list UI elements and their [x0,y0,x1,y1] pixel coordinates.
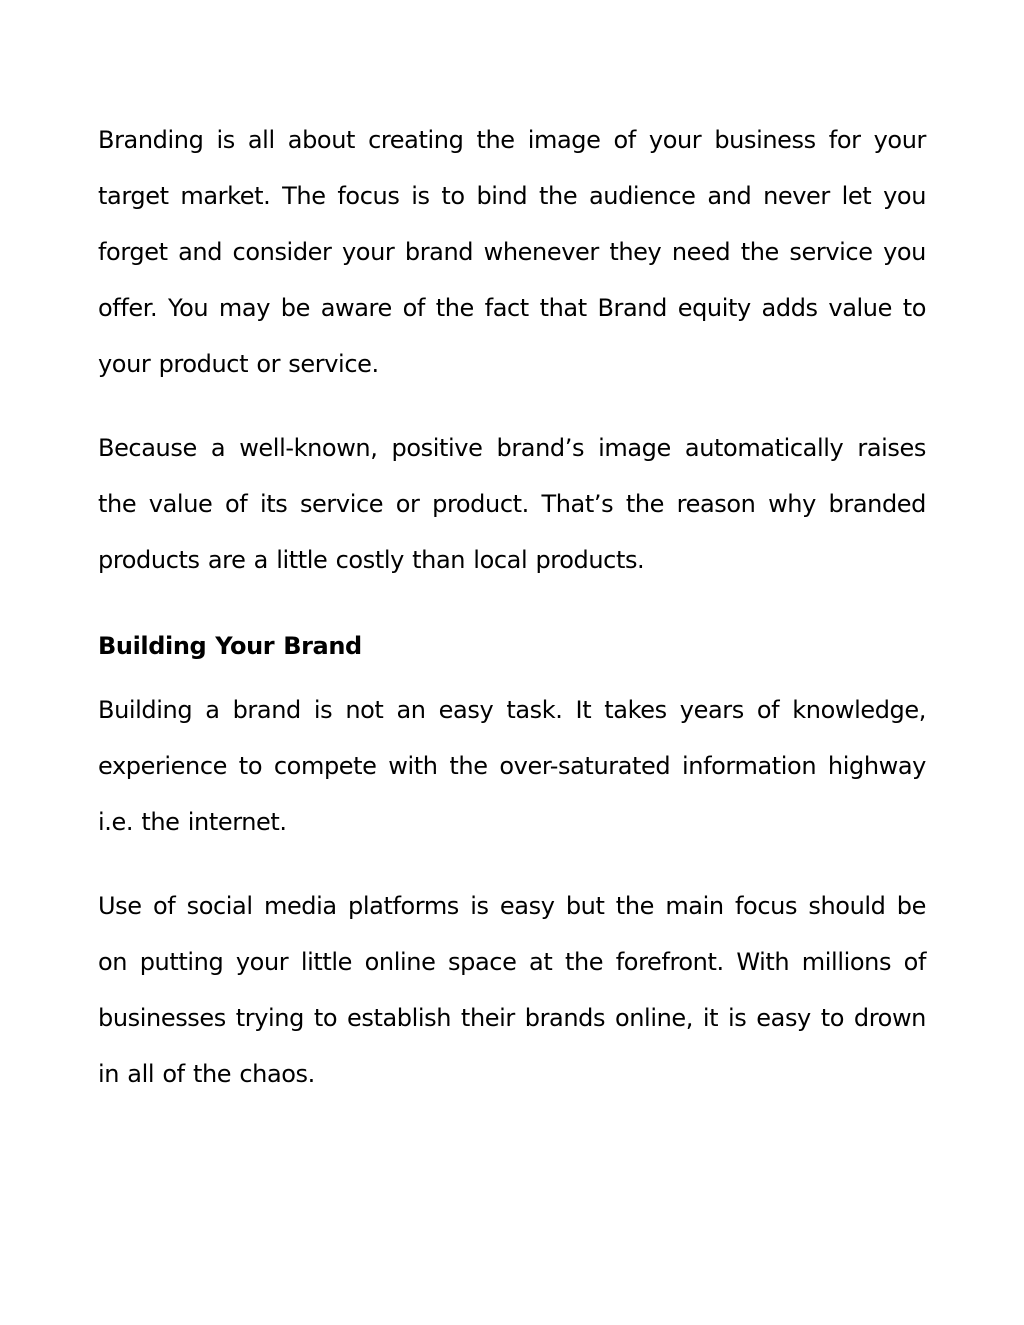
paragraph-brand-value: Because a well-known, positive brand’s image automatically raises the value of its service or product. That’s the reason why branded products are a little costly than local products. [98,434,926,574]
paragraph-social-media: Use of social media platforms is easy but the main focus should be on putting your little online space at the forefront. With millions of businesses trying to establish their brands online, it is easy to drown in all of the chaos. [98,892,926,1088]
document-page [98,112,926,1102]
section-heading: Building Your Brand [98,632,362,660]
paragraph-branding-intro: Branding is all about creating the image of your business for your target market. The focus is to bind the audience and never let you forget and consider your brand whenever they need the service you offer. You may be aware of the fact that Brand equity adds value to your product or service. [98,126,926,378]
paragraph-building-brand: Building a brand is not an easy task. It takes years of knowledge, experience to compete with the over-saturated information highway i.e. the internet. [98,696,926,836]
